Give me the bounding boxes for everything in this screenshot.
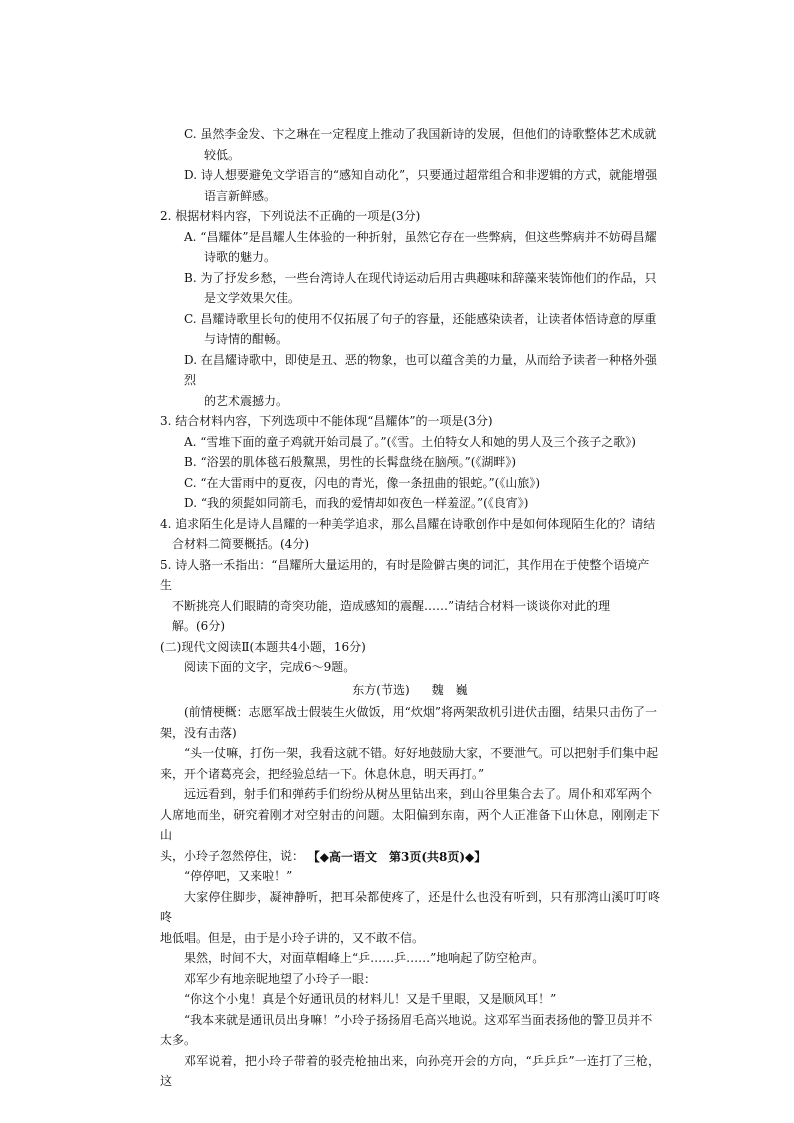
- question-4: 4. 追求陌生化是诗人昌耀的一种美学追求，那么昌耀在诗歌创作中是如何体现陌生化的？请结: [160, 516, 656, 531]
- passage-title: [160, 680, 660, 701]
- q2-option-d-cont: 的艺术震撼力。: [204, 393, 289, 408]
- passage-author: 魏 巍: [431, 682, 468, 697]
- q1-option-c: C. 虽然李金发、卞之琳在一定程度上推动了我国新诗的发展，但他们的诗歌整体艺术成就: [184, 127, 657, 141]
- page-content: [160, 124, 660, 1092]
- passage-p1a: “头一仗嘛，打伤一架，我看这就不错。好好地鼓励大家，不要泄气。可以把射手们集中起: [184, 746, 659, 760]
- q1-option-d-cont: 语言新鲜感。: [204, 188, 277, 203]
- q2-option-c-cont: 与诗情的酣畅。: [204, 332, 289, 346]
- q2-option-c: C. 昌耀诗歌里长句的使用不仅拓展了句子的容量，还能感染读者，让读者体悟诗意的厚重: [184, 311, 657, 326]
- passage-p2c: 头，小玲子忽然停住，说：: [160, 848, 305, 863]
- passage-p9: 邓军说着，把小玲子带着的驳壳枪抽出来，向孙亮开会的方向，“乒乒乒”一连打了三枪，这: [160, 1053, 660, 1088]
- passage-title-text: 东方(节选): [352, 682, 410, 697]
- question-5-cont2: 解。(6分): [172, 619, 225, 633]
- passage-p4b: 地低唱。但是，由于是小玲子讲的，又不敢不信。: [160, 930, 425, 945]
- passage-p8b: 太多。: [160, 1033, 197, 1047]
- page-footer: 【◆高一语文 第3页(共8页)◆】: [307, 850, 487, 864]
- passage-intro-1: (前情梗概：志愿军战士假装生火做饭，用“炊烟”将两架敌机引进伏击圈，结果只击伤了一: [184, 705, 657, 719]
- q2-option-d: D. 在昌耀诗歌中，即使是丑、恶的物象，也可以蕴含美的力量，从而给予读者一种格外强烈: [184, 352, 657, 387]
- question-4-cont: 合材料二简要概括。(4分): [172, 537, 309, 551]
- passage-p5: 果然，时间不大，对面草帽峰上“乒……乒……”地响起了防空枪声。: [184, 951, 545, 965]
- passage-p4a: 大家停住脚步，凝神静听，把耳朵都使疼了，还是什么也没有听到，只有那湾山溪叮叮咚咚: [160, 889, 660, 924]
- q2-option-a-cont: 诗歌的魅力。: [204, 250, 277, 264]
- reading-instruction: 阅读下面的文字，完成6～9题。: [184, 660, 356, 674]
- question-3: 3. 结合材料内容，下列选项中不能体现“昌耀体”的一项是(3分): [160, 414, 493, 428]
- passage-p2a: 远远看到，射手们和弹药手们纷纷从树丛里钻出来，到山谷里集合去了。周仆和邓军两个: [184, 787, 653, 801]
- section-heading: (二)现代文阅读Ⅱ(本题共4小题，16分): [160, 639, 366, 654]
- passage-intro-2: 架，没有击落): [160, 725, 237, 740]
- q2-option-a: A. “昌耀体”是昌耀人生体验的一种折射，虽然它存在一些弊病，但这些弊病并不妨碍昌耀: [184, 229, 657, 244]
- passage-p6: 邓军少有地亲昵地望了小玲子一眼：: [184, 971, 377, 986]
- q3-option-d: D. “我的须髭如同箭毛，而我的爱情却如夜色一样羞涩。”(《良宵》): [184, 496, 529, 510]
- q3-option-a: A. “雪堆下面的童子鸡就开始司晨了。”(《雪。土伯特女人和她的男人及三个孩子之歌》): [184, 434, 636, 449]
- q3-option-b: B. “浴罢的肌体毯石般黧黑，男性的长髯盘绕在脑颅。”(《湖畔》): [184, 455, 517, 469]
- passage-p1b: 来，开个诸葛亮会，把经验总结一下。休息休息，明天再打。”: [160, 766, 485, 781]
- question-5: 5. 诗人骆一禾指出：“昌耀所大量运用的，有时是险僻古奥的词汇，其作用在于使整个语境产生: [160, 557, 650, 592]
- question-2: 2. 根据材料内容，下列说法不正确的一项是(3分): [160, 209, 421, 223]
- q1-option-c-cont: 较低。: [204, 147, 241, 162]
- passage-p2b: 人席地而坐，研究着刚才对空射击的问题。太阳偏到东南，两个人正准备下山休息，刚刚走下山: [160, 807, 660, 842]
- q3-option-c: C. “在大雷雨中的夏夜，闪电的青光，像一条扭曲的银蛇。”(《山旅》): [184, 475, 541, 490]
- passage-p7: “你这个小鬼！真是个好通讯员的材料儿！又是千里眼，又是顺风耳！”: [184, 992, 557, 1006]
- passage-p3: “停停吧，又来啦！”: [184, 869, 293, 883]
- q2-option-b: B. 为了抒发乡愁，一些台湾诗人在现代诗运动后用古典趣味和辞藻来装饰他们的作品，只: [184, 270, 657, 285]
- q1-option-d: D. 诗人想要避免文学语言的“感知自动化”，只要通过超常组合和非逻辑的方式，就能增强: [184, 168, 658, 182]
- q2-option-b-cont: 是文学效果欠佳。: [204, 291, 301, 305]
- passage-p8a: “我本来就是通讯员出身嘛！”小玲子扬扬眉毛高兴地说。这邓军当面表扬他的警卫员并不: [184, 1012, 653, 1027]
- question-5-cont1: 不断挑亮人们眼睛的奇突功能，造成感知的震醒……”请结合材料一谈谈你对此的理: [172, 598, 611, 613]
